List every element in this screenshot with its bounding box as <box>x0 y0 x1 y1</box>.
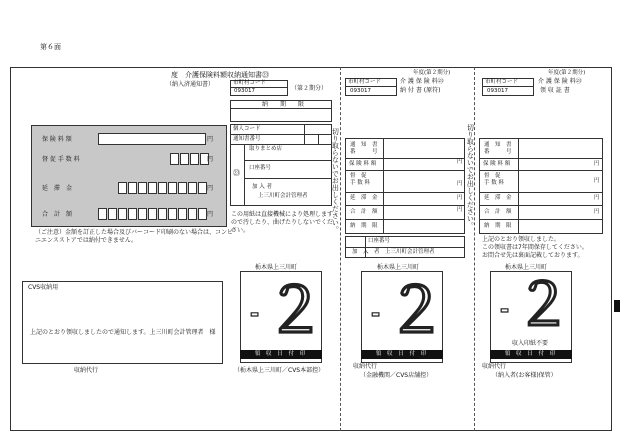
premium-label: 保 険 料 額 <box>349 161 377 167</box>
left-note: （ご注意）金額を訂正した場合及びバーコード印刷のない場合は、コンビニエンスストアでは納付できません。 <box>35 229 234 245</box>
divider <box>244 144 245 206</box>
divider <box>318 134 319 144</box>
delay-label: 延 滞 金 <box>484 195 512 201</box>
divider <box>304 124 305 144</box>
divider <box>479 192 603 193</box>
yen-label: 円 <box>207 185 214 192</box>
divider <box>230 134 332 135</box>
member-label: 加 入 者 <box>252 184 272 190</box>
mid2-subtitle: 納 付 書 (原符) <box>400 87 441 94</box>
mid2-title: 介 護 保 険 料㉓ <box>400 78 444 85</box>
yen-label: 円 <box>457 195 463 201</box>
account-label: 口座番号 <box>249 165 272 171</box>
divider <box>345 205 465 206</box>
cvs-label: CVS収納用 <box>28 284 59 291</box>
fee-label: 督 促 手 数 料 <box>350 173 370 187</box>
city-code-label: 市町村コード <box>348 79 382 85</box>
stamp-place: 栃木県上三川町 <box>505 264 548 271</box>
divider <box>345 247 465 248</box>
account-label: 口座番号 <box>368 238 391 244</box>
divider <box>244 178 332 179</box>
installment-label: （第２期分） <box>291 85 328 92</box>
delay-cells <box>118 182 208 194</box>
deadline-label: 納 期 限 <box>484 223 512 229</box>
yen-label: 円 <box>207 156 214 163</box>
timing-mark <box>614 300 620 312</box>
stamp-bar: 領 収 日 付 印 <box>240 350 322 359</box>
divider <box>479 170 603 171</box>
left-subtitle: （納入済通知書） <box>166 81 215 88</box>
circled-23-mark: ㉓ <box>262 71 269 79</box>
divider <box>479 205 603 206</box>
premium-label: 保 険 料 額 <box>483 161 511 167</box>
divider <box>230 144 332 145</box>
divider <box>230 108 332 109</box>
divider <box>345 192 465 193</box>
stamp-dash: - <box>371 302 381 327</box>
delay-label: 延 滞 金 <box>42 185 73 192</box>
notice-no-label: 通 知 書 番 号 <box>350 142 378 156</box>
vertical-note: 切り取らないでお出しください。 <box>331 128 340 233</box>
stamp-caption: （栃木県上三川町／CVS本部控） <box>234 367 325 374</box>
stamp-caption: （納入者(お客様)保管） <box>492 372 557 379</box>
stamp-number: ２ <box>385 274 448 347</box>
deadline-label: 納 期 限 <box>262 101 305 108</box>
circled-23-mark: ㉓ <box>575 78 582 85</box>
left-agent: 収納代行 <box>74 367 99 374</box>
right-title: 介 護 保 険 料㉓ <box>538 78 582 85</box>
total-label: 合 計 額 <box>350 209 378 215</box>
mid2-agent: 収納代行 <box>353 363 378 370</box>
premium-label: 保 険 料 額 <box>42 136 72 143</box>
stamp-number: ２ <box>264 274 327 347</box>
yen-label: 円 <box>457 207 463 213</box>
stamp-number: ２ <box>514 271 573 339</box>
stamp-bar: 領 収 日 付 印 <box>490 350 572 359</box>
left-receipt-text: 上記のとおり領収しましたので通知します。上三川町会計管理者 様 <box>30 329 216 336</box>
yen-label: 円 <box>207 211 214 218</box>
stamp-dash: - <box>250 302 260 327</box>
fee-cells <box>170 153 210 165</box>
circled-23-mark: ㉓ <box>233 169 240 177</box>
perforation-line <box>340 67 341 431</box>
notice-no-label: 通知書番号 <box>233 136 261 142</box>
city-code-value: 093017 <box>350 88 371 94</box>
divider <box>345 170 465 171</box>
divider <box>345 158 465 159</box>
divider <box>345 219 465 220</box>
year-label: 年度(第２期分) <box>413 70 451 76</box>
perforation-line <box>474 67 475 431</box>
deadline-label: 納 期 限 <box>350 223 378 229</box>
right-receipt-text: 上記のとおり領収しました。 この領収書は7年間保存してください。 お問合せ先は裏面記載しております。 <box>482 236 588 260</box>
right-agent: 収納代行 <box>482 363 507 370</box>
divider <box>345 86 397 87</box>
delay-label: 延 滞 金 <box>350 195 378 201</box>
stamp-caption: （金融機関／CVS店舗控） <box>360 372 433 379</box>
member-value: 上三川町会計管理者 <box>258 193 308 199</box>
yen-label: 円 <box>594 178 600 184</box>
city-code-label: 市町村コード <box>233 80 267 86</box>
stamp-bar: 領 収 日 付 印 <box>361 350 443 359</box>
stamp-dash: - <box>500 298 510 323</box>
yen-label: 円 <box>594 195 600 201</box>
right-subtitle: 領 収 証 書 <box>540 87 570 94</box>
vertical-note: 切り取らないでお出しください。 <box>466 124 475 229</box>
premium-box <box>98 133 206 145</box>
city-code-value: 093017 <box>234 88 255 94</box>
bank-label: 取りまとめ店 <box>249 146 283 152</box>
personal-code-label: 個人コード <box>233 126 261 132</box>
total-label: 合 計 額 <box>484 209 512 215</box>
total-cells <box>98 208 208 220</box>
member-label: 加 入 者 上三川町会計管理者 <box>352 249 435 255</box>
fee-label: 督 促 手 数 料 <box>42 156 80 163</box>
total-label: 合 計 額 <box>42 211 73 218</box>
divider <box>479 158 603 159</box>
year-label: 年度(第２期分) <box>548 70 586 76</box>
notice-no-label: 通 知 書 番 号 <box>484 142 512 156</box>
cvs-box <box>22 281 223 364</box>
fee-label: 督 促 手 数 料 <box>484 173 504 187</box>
page-label: 第６面 <box>40 43 61 51</box>
yen-label: 円 <box>457 159 463 165</box>
city-code-label: 市町村コード <box>485 79 519 85</box>
stamp-place: 栃木県上三川町 <box>255 264 298 271</box>
divider <box>482 86 534 87</box>
stamp-note: 収入印紙不要 <box>512 340 549 347</box>
stamp-place: 栃木県上三川町 <box>377 264 420 271</box>
yen-label: 円 <box>594 209 600 215</box>
divider <box>479 219 603 220</box>
divider <box>244 160 332 161</box>
left-title: 度 介護保険料額収納通知書㉓ <box>171 71 269 79</box>
city-code-value: 093017 <box>487 88 508 94</box>
machine-warning: この用紙は直接機械により処理しますので汚したり、曲げたりしないでください。 <box>231 211 334 235</box>
yen-label: 円 <box>457 181 463 187</box>
yen-label: 円 <box>207 136 214 143</box>
circled-23-mark: ㉓ <box>437 78 444 85</box>
yen-label: 円 <box>594 161 600 167</box>
